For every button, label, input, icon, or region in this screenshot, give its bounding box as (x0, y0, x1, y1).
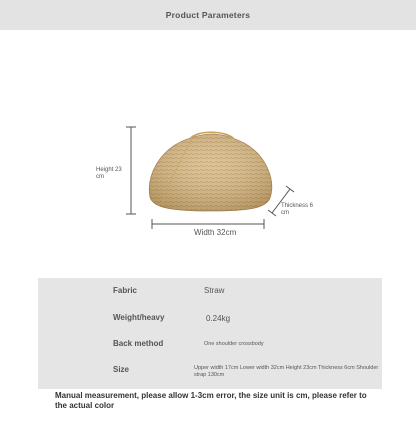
param-value: Straw (204, 286, 225, 295)
param-value: One shoulder crossbody (204, 341, 264, 347)
param-key: Fabric (113, 286, 138, 295)
page-title: Product Parameters (165, 10, 251, 20)
height-label: Height 23 cm (96, 167, 122, 180)
param-key: Back method (113, 339, 164, 348)
width-label: Width 32cm (194, 228, 237, 237)
straw-clutch-bag (149, 132, 271, 211)
param-value: Upper width 17cm Lower width 32cm Height 23cm Thickness 6cm Shoulder strap 130cm (194, 365, 379, 379)
param-value: 0.24kg (206, 314, 231, 323)
measurement-note: Manual measurement, please allow 1-3cm error, the size unit is cm, please refer to the actual color (55, 391, 367, 411)
parameters-table (38, 278, 382, 389)
thickness-label: Thickness 6 cm (281, 203, 314, 216)
param-key: Size (113, 365, 130, 374)
param-key: Weight/heavy (113, 313, 165, 322)
